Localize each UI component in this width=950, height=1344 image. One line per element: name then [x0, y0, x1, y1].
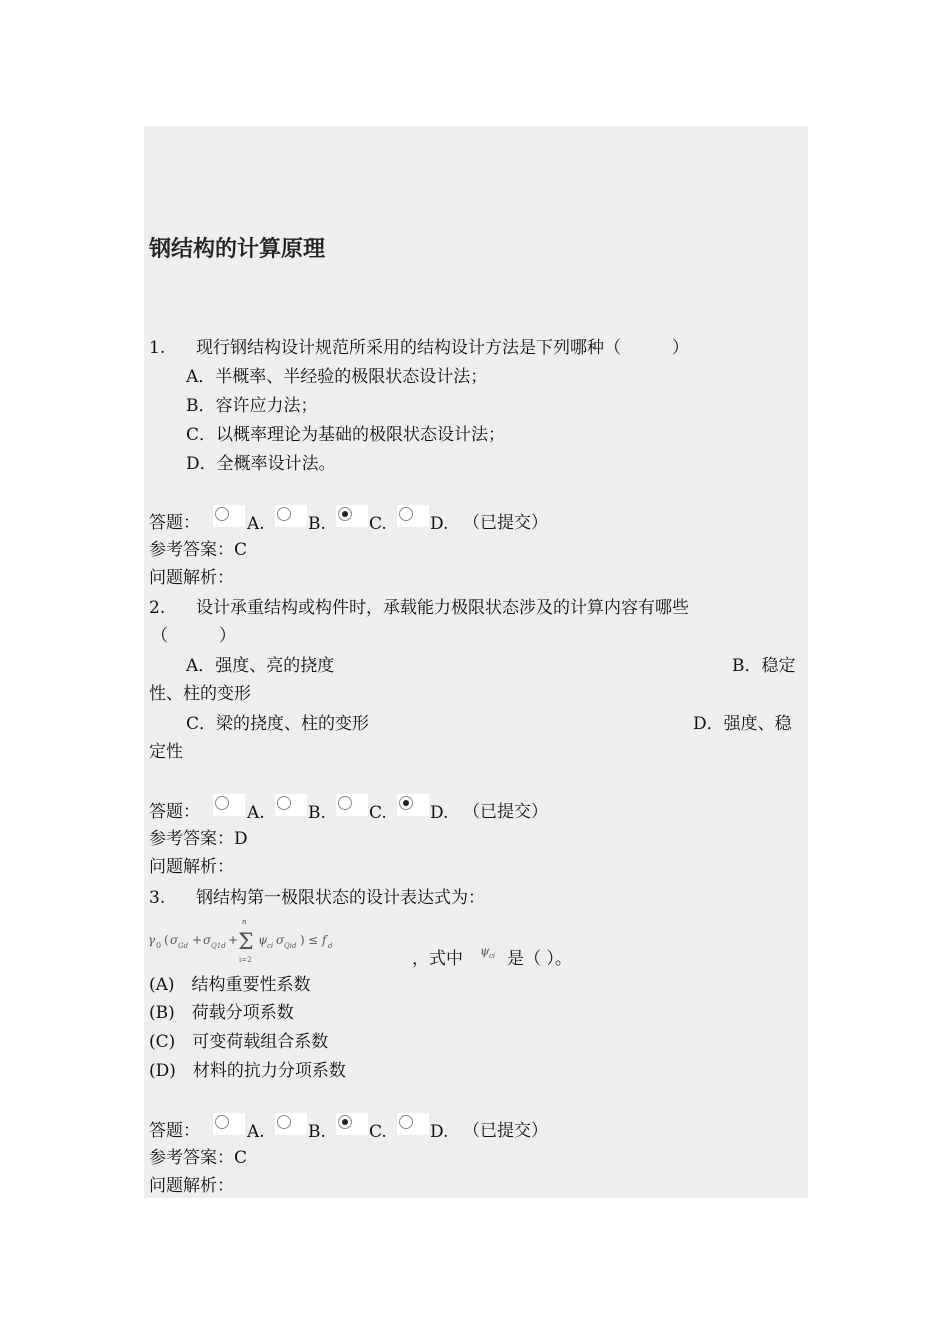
- q1-number: 1.: [149, 338, 166, 358]
- q2-option-d-cont: 定性: [149, 742, 183, 762]
- q1-radio-b-label: B.: [308, 514, 326, 534]
- q3-answer-label: 答题：: [149, 1121, 200, 1141]
- q2-radio-b-label: B.: [308, 803, 326, 823]
- q3-radio-a-label: A.: [247, 1122, 265, 1142]
- page-title: 钢结构的计算原理: [149, 237, 326, 262]
- q2-number: 2.: [149, 598, 166, 618]
- q2-radio-c-label: C.: [369, 803, 387, 823]
- q3-formula-tail: ，式中: [412, 949, 463, 969]
- svg-text:≤: ≤: [308, 933, 319, 947]
- q3-formula-tail2: 是（ ）。: [507, 949, 572, 969]
- q1-radio-d-label: D.: [430, 514, 449, 534]
- q1-radio-a-label: A.: [247, 514, 265, 534]
- q3-option-a: (A) 结构重要性系数: [149, 975, 311, 995]
- q2-option-b: B．稳定: [732, 656, 796, 676]
- svg-text:(: (: [164, 933, 169, 947]
- svg-text:): ): [300, 933, 305, 947]
- q3-number: 3.: [149, 888, 166, 908]
- q3-option-b: (B) 荷载分项系数: [149, 1003, 294, 1023]
- svg-text:+: +: [228, 933, 239, 947]
- q1-option-b: B．容许应力法；: [186, 396, 318, 416]
- svg-text:ci: ci: [489, 952, 496, 960]
- q1-text: 现行钢结构设计规范所采用的结构设计方法是下列哪种（ ）: [196, 338, 689, 358]
- q1-ref-answer: 参考答案：C: [149, 540, 248, 560]
- q2-option-a: A．强度、亮的挠度: [186, 656, 335, 676]
- svg-text:0: 0: [156, 941, 162, 950]
- svg-text:n: n: [242, 918, 247, 926]
- q2-text-cont: （ ）: [151, 626, 236, 646]
- q2-radio-d-label: D.: [430, 803, 449, 823]
- q2-radio-b[interactable]: [275, 794, 307, 816]
- q2-answer-label: 答题：: [149, 802, 200, 822]
- psi-symbol-image: [478, 941, 504, 961]
- q3-submitted: （已提交）: [463, 1121, 548, 1141]
- q2-ref-answer: 参考答案：D: [149, 829, 248, 849]
- q2-radio-c[interactable]: [336, 794, 368, 816]
- q1-option-d: D．全概率设计法。: [186, 454, 336, 474]
- q1-radio-c[interactable]: [336, 505, 368, 527]
- q3-option-c: (C) 可变荷载组合系数: [149, 1032, 329, 1052]
- svg-text:σ: σ: [203, 933, 212, 947]
- svg-text:ψ: ψ: [480, 944, 490, 958]
- q1-option-a: A．半概率、半经验的极限状态设计法；: [186, 367, 488, 387]
- q1-option-c: C．以概率理论为基础的极限状态设计法；: [186, 425, 506, 445]
- svg-text:σ: σ: [276, 933, 285, 947]
- q2-option-c: C．梁的挠度、柱的变形: [186, 714, 370, 734]
- svg-text:ψ: ψ: [258, 933, 268, 947]
- svg-text:ci: ci: [267, 942, 274, 950]
- q1-answer-label: 答题：: [149, 513, 200, 533]
- svg-text:f: f: [322, 933, 327, 947]
- q3-ref-answer: 参考答案：C: [149, 1148, 248, 1168]
- q1-radio-a[interactable]: [213, 505, 245, 527]
- q3-analysis: 问题解析：: [149, 1176, 234, 1196]
- svg-text:Gd: Gd: [178, 942, 189, 950]
- svg-text:σ: σ: [170, 933, 179, 947]
- q1-analysis: 问题解析：: [149, 568, 234, 588]
- q3-radio-d[interactable]: [397, 1113, 429, 1135]
- q3-radio-c[interactable]: [336, 1113, 368, 1135]
- q3-text: 钢结构第一极限状态的设计表达式为：: [196, 888, 485, 908]
- svg-text:i=2: i=2: [239, 956, 252, 964]
- q3-radio-b-label: B.: [308, 1122, 326, 1142]
- q2-radio-d[interactable]: [397, 794, 429, 816]
- q2-submitted: （已提交）: [463, 802, 548, 822]
- q1-submitted: （已提交）: [463, 513, 548, 533]
- q2-analysis: 问题解析：: [149, 857, 234, 877]
- svg-text:Σ: Σ: [238, 930, 254, 955]
- q3-option-d: (D) 材料的抗力分项系数: [149, 1061, 346, 1081]
- svg-text:γ: γ: [148, 933, 156, 947]
- q3-radio-b[interactable]: [275, 1113, 307, 1135]
- svg-text:d: d: [328, 942, 333, 950]
- q3-radio-c-label: C.: [369, 1122, 387, 1142]
- q1-radio-d[interactable]: [397, 505, 429, 527]
- q2-text: 设计承重结构或构件时，承载能力极限状态涉及的计算内容有哪些: [196, 598, 689, 618]
- q2-option-b-cont: 性、柱的变形: [149, 684, 251, 704]
- svg-text:Q1d: Q1d: [211, 942, 226, 950]
- q2-radio-a-label: A.: [247, 803, 265, 823]
- svg-text:Qid: Qid: [284, 942, 297, 950]
- design-formula-image: [148, 918, 408, 966]
- q3-radio-d-label: D.: [430, 1122, 449, 1142]
- q2-radio-a[interactable]: [213, 794, 245, 816]
- svg-text:+: +: [192, 933, 203, 947]
- q1-radio-c-label: C.: [369, 514, 387, 534]
- q3-radio-a[interactable]: [213, 1113, 245, 1135]
- q1-radio-b[interactable]: [275, 505, 307, 527]
- q2-option-d: D．强度、稳: [693, 714, 792, 734]
